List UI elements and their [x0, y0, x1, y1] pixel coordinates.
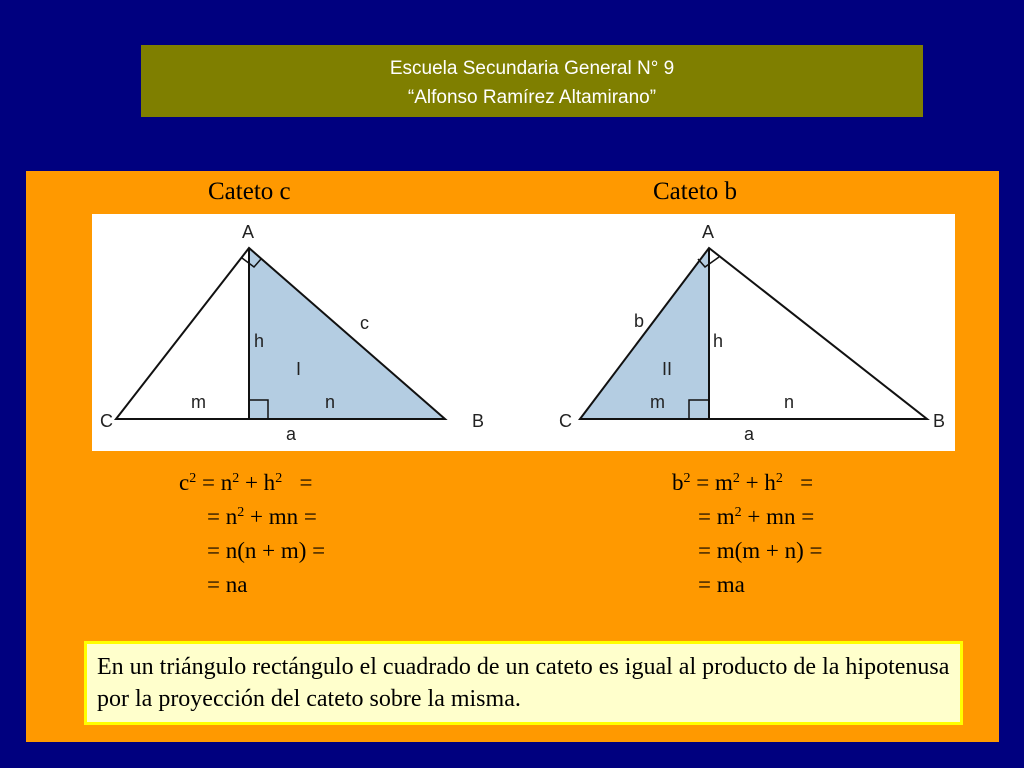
equation-line-1-right: $b^2 = m^2 + h^2$ =	[672, 470, 814, 495]
label-side-c: c	[360, 313, 369, 333]
label-vertex-c: C	[100, 411, 113, 431]
label-vertex-b: B	[933, 411, 946, 431]
label-vertex-b: B	[472, 411, 485, 431]
label-base-a: a	[744, 424, 755, 444]
label-proj-m: m	[191, 392, 206, 412]
label-base-a: a	[286, 424, 297, 444]
triangle-diagram	[92, 214, 955, 451]
triangle-left	[100, 222, 484, 444]
label-vertex-a: A	[242, 222, 255, 242]
theorem-statement: En un triángulo rectángulo el cuadrado de un cateto es igual al producto de la hipotenusa por la proyección del cateto sobre la misma.	[84, 641, 963, 725]
heading-cateto-c: Cateto c	[208, 178, 291, 205]
triangle-right	[559, 222, 945, 444]
triangle-figure	[92, 214, 955, 451]
label-region-ii: II	[662, 359, 673, 379]
equation-line-2-right: = $m^2$ + mn =	[698, 504, 815, 529]
label-height-h: h	[713, 331, 724, 351]
equation-line-2-left: = $n^2$ + mn =	[207, 504, 317, 529]
heading-cateto-b: Cateto b	[653, 178, 738, 205]
label-height-h: h	[254, 331, 265, 351]
equation-line-3-left: = n(n + m) =	[207, 538, 326, 563]
label-proj-n: n	[784, 392, 795, 412]
school-name: Escuela Secundaria General N° 9	[389, 58, 675, 79]
label-proj-n: n	[325, 392, 336, 412]
school-header	[141, 45, 923, 117]
label-vertex-a: A	[702, 222, 715, 242]
school-subtitle: “Alfonso Ramírez Altamirano”	[407, 87, 657, 108]
label-vertex-c: C	[559, 411, 572, 431]
equation-line-1-left: $c^2 = n^2 + h^2$ =	[179, 470, 313, 495]
equation-line-3-right: = m(m + n) =	[698, 538, 823, 563]
equation-line-4-right: = ma	[698, 572, 745, 597]
equation-line-4-left: = na	[207, 572, 248, 597]
label-side-b: b	[634, 311, 645, 331]
label-proj-m: m	[650, 392, 665, 412]
label-region-i: I	[296, 359, 302, 379]
